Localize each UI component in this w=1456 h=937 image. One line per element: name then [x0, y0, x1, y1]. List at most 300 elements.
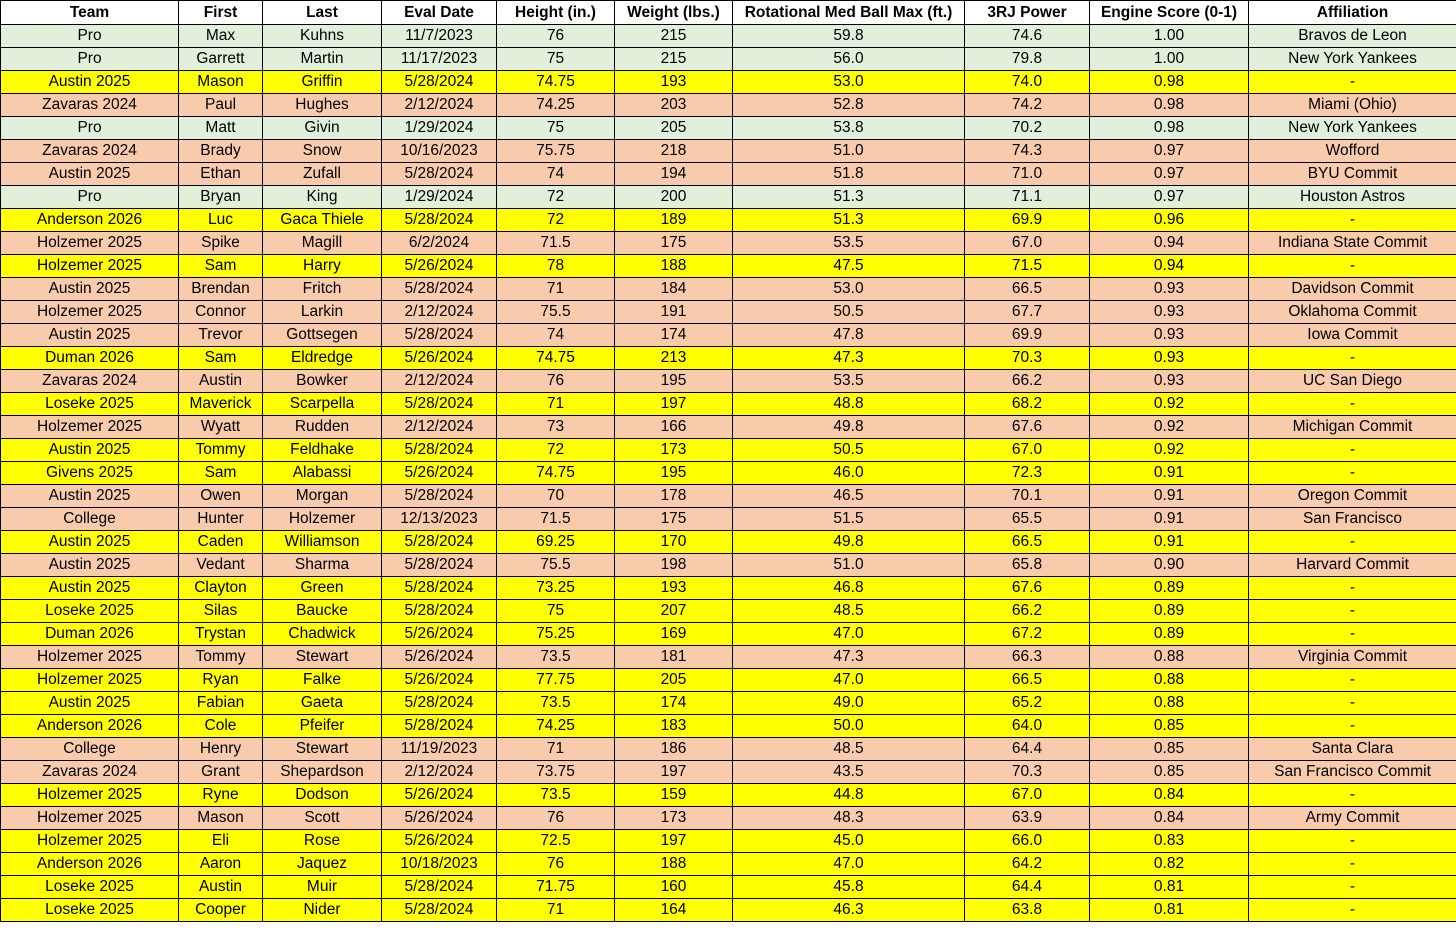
header-affiliation[interactable]: Affiliation: [1249, 1, 1456, 25]
cell-team[interactable]: Holzemer 2025: [1, 646, 179, 669]
cell-affiliation[interactable]: -: [1249, 209, 1456, 232]
cell-engine-score[interactable]: 0.84: [1090, 784, 1249, 807]
cell-affiliation[interactable]: New York Yankees: [1249, 117, 1456, 140]
cell-team[interactable]: Zavaras 2024: [1, 94, 179, 117]
cell-engine-score[interactable]: 0.81: [1090, 876, 1249, 899]
cell-engine-score[interactable]: 0.85: [1090, 715, 1249, 738]
cell-med-ball-max[interactable]: 47.8: [733, 324, 965, 347]
cell-team[interactable]: College: [1, 738, 179, 761]
cell-affiliation[interactable]: Oklahoma Commit: [1249, 301, 1456, 324]
cell-team[interactable]: Zavaras 2024: [1, 370, 179, 393]
cell-med-ball-max[interactable]: 45.0: [733, 830, 965, 853]
cell-engine-score[interactable]: 0.97: [1090, 186, 1249, 209]
cell-height[interactable]: 76: [497, 25, 615, 48]
cell-team[interactable]: Austin 2025: [1, 692, 179, 715]
cell-med-ball-max[interactable]: 51.3: [733, 186, 965, 209]
cell-height[interactable]: 71: [497, 899, 615, 922]
cell-height[interactable]: 76: [497, 807, 615, 830]
cell-weight[interactable]: 169: [615, 623, 733, 646]
cell-3rj-power[interactable]: 66.3: [965, 646, 1090, 669]
cell-med-ball-max[interactable]: 50.5: [733, 301, 965, 324]
cell-height[interactable]: 72.5: [497, 830, 615, 853]
cell-engine-score[interactable]: 0.96: [1090, 209, 1249, 232]
cell-last-name[interactable]: Chadwick: [263, 623, 382, 646]
cell-height[interactable]: 73: [497, 416, 615, 439]
cell-3rj-power[interactable]: 71.1: [965, 186, 1090, 209]
cell-engine-score[interactable]: 0.93: [1090, 301, 1249, 324]
cell-eval-date[interactable]: 5/28/2024: [382, 600, 497, 623]
cell-3rj-power[interactable]: 64.4: [965, 738, 1090, 761]
cell-affiliation[interactable]: BYU Commit: [1249, 163, 1456, 186]
cell-first-name[interactable]: Grant: [179, 761, 263, 784]
cell-3rj-power[interactable]: 63.8: [965, 899, 1090, 922]
cell-engine-score[interactable]: 0.98: [1090, 117, 1249, 140]
cell-med-ball-max[interactable]: 51.8: [733, 163, 965, 186]
cell-med-ball-max[interactable]: 52.8: [733, 94, 965, 117]
cell-3rj-power[interactable]: 70.1: [965, 485, 1090, 508]
cell-team[interactable]: Austin 2025: [1, 531, 179, 554]
cell-first-name[interactable]: Caden: [179, 531, 263, 554]
cell-eval-date[interactable]: 2/12/2024: [382, 761, 497, 784]
cell-first-name[interactable]: Matt: [179, 117, 263, 140]
cell-eval-date[interactable]: 5/26/2024: [382, 623, 497, 646]
cell-weight[interactable]: 188: [615, 255, 733, 278]
cell-engine-score[interactable]: 0.81: [1090, 899, 1249, 922]
cell-height[interactable]: 75.5: [497, 301, 615, 324]
cell-last-name[interactable]: Gottsegen: [263, 324, 382, 347]
cell-affiliation[interactable]: -: [1249, 393, 1456, 416]
cell-affiliation[interactable]: -: [1249, 853, 1456, 876]
cell-team[interactable]: Anderson 2026: [1, 209, 179, 232]
cell-eval-date[interactable]: 5/26/2024: [382, 830, 497, 853]
cell-first-name[interactable]: Max: [179, 25, 263, 48]
cell-engine-score[interactable]: 0.91: [1090, 485, 1249, 508]
cell-team[interactable]: Loseke 2025: [1, 899, 179, 922]
cell-first-name[interactable]: Sam: [179, 462, 263, 485]
cell-team[interactable]: Holzemer 2025: [1, 416, 179, 439]
cell-affiliation[interactable]: Miami (Ohio): [1249, 94, 1456, 117]
cell-med-ball-max[interactable]: 46.5: [733, 485, 965, 508]
cell-first-name[interactable]: Brady: [179, 140, 263, 163]
cell-weight[interactable]: 215: [615, 25, 733, 48]
cell-height[interactable]: 71.5: [497, 232, 615, 255]
cell-engine-score[interactable]: 0.94: [1090, 255, 1249, 278]
cell-weight[interactable]: 203: [615, 94, 733, 117]
cell-affiliation[interactable]: -: [1249, 899, 1456, 922]
cell-team[interactable]: Austin 2025: [1, 163, 179, 186]
cell-med-ball-max[interactable]: 48.3: [733, 807, 965, 830]
cell-height[interactable]: 72: [497, 209, 615, 232]
cell-first-name[interactable]: Brendan: [179, 278, 263, 301]
cell-affiliation[interactable]: -: [1249, 692, 1456, 715]
cell-affiliation[interactable]: Indiana State Commit: [1249, 232, 1456, 255]
cell-eval-date[interactable]: 5/28/2024: [382, 393, 497, 416]
cell-med-ball-max[interactable]: 47.0: [733, 853, 965, 876]
cell-eval-date[interactable]: 5/28/2024: [382, 324, 497, 347]
cell-first-name[interactable]: Wyatt: [179, 416, 263, 439]
cell-3rj-power[interactable]: 74.3: [965, 140, 1090, 163]
cell-eval-date[interactable]: 1/29/2024: [382, 117, 497, 140]
cell-last-name[interactable]: Zufall: [263, 163, 382, 186]
cell-team[interactable]: Holzemer 2025: [1, 830, 179, 853]
cell-weight[interactable]: 188: [615, 853, 733, 876]
cell-eval-date[interactable]: 5/28/2024: [382, 692, 497, 715]
cell-first-name[interactable]: Hunter: [179, 508, 263, 531]
cell-affiliation[interactable]: -: [1249, 830, 1456, 853]
cell-3rj-power[interactable]: 74.0: [965, 71, 1090, 94]
cell-height[interactable]: 73.5: [497, 646, 615, 669]
cell-weight[interactable]: 205: [615, 117, 733, 140]
cell-height[interactable]: 75.5: [497, 554, 615, 577]
cell-3rj-power[interactable]: 79.8: [965, 48, 1090, 71]
cell-height[interactable]: 71.75: [497, 876, 615, 899]
cell-weight[interactable]: 218: [615, 140, 733, 163]
cell-last-name[interactable]: Martin: [263, 48, 382, 71]
cell-weight[interactable]: 195: [615, 462, 733, 485]
cell-engine-score[interactable]: 0.94: [1090, 232, 1249, 255]
cell-med-ball-max[interactable]: 49.8: [733, 416, 965, 439]
cell-med-ball-max[interactable]: 48.5: [733, 738, 965, 761]
cell-first-name[interactable]: Tommy: [179, 439, 263, 462]
cell-weight[interactable]: 197: [615, 393, 733, 416]
cell-3rj-power[interactable]: 64.2: [965, 853, 1090, 876]
cell-first-name[interactable]: Cole: [179, 715, 263, 738]
cell-engine-score[interactable]: 0.93: [1090, 370, 1249, 393]
cell-eval-date[interactable]: 6/2/2024: [382, 232, 497, 255]
cell-engine-score[interactable]: 0.98: [1090, 71, 1249, 94]
cell-height[interactable]: 75: [497, 600, 615, 623]
cell-3rj-power[interactable]: 67.7: [965, 301, 1090, 324]
cell-height[interactable]: 74.25: [497, 715, 615, 738]
cell-first-name[interactable]: Ryne: [179, 784, 263, 807]
cell-first-name[interactable]: Ethan: [179, 163, 263, 186]
cell-weight[interactable]: 166: [615, 416, 733, 439]
cell-last-name[interactable]: Rose: [263, 830, 382, 853]
cell-height[interactable]: 69.25: [497, 531, 615, 554]
cell-last-name[interactable]: Shepardson: [263, 761, 382, 784]
cell-affiliation[interactable]: -: [1249, 255, 1456, 278]
cell-engine-score[interactable]: 0.93: [1090, 347, 1249, 370]
cell-eval-date[interactable]: 5/26/2024: [382, 807, 497, 830]
cell-first-name[interactable]: Bryan: [179, 186, 263, 209]
cell-last-name[interactable]: King: [263, 186, 382, 209]
cell-height[interactable]: 75: [497, 117, 615, 140]
cell-height[interactable]: 76: [497, 853, 615, 876]
cell-team[interactable]: Holzemer 2025: [1, 301, 179, 324]
cell-engine-score[interactable]: 0.89: [1090, 623, 1249, 646]
cell-weight[interactable]: 174: [615, 692, 733, 715]
cell-med-ball-max[interactable]: 49.0: [733, 692, 965, 715]
cell-med-ball-max[interactable]: 48.5: [733, 600, 965, 623]
cell-height[interactable]: 73.5: [497, 692, 615, 715]
cell-weight[interactable]: 194: [615, 163, 733, 186]
cell-first-name[interactable]: Eli: [179, 830, 263, 853]
cell-affiliation[interactable]: -: [1249, 577, 1456, 600]
cell-3rj-power[interactable]: 70.3: [965, 761, 1090, 784]
cell-eval-date[interactable]: 5/28/2024: [382, 439, 497, 462]
cell-med-ball-max[interactable]: 47.5: [733, 255, 965, 278]
cell-affiliation[interactable]: Houston Astros: [1249, 186, 1456, 209]
cell-first-name[interactable]: Trystan: [179, 623, 263, 646]
cell-engine-score[interactable]: 1.00: [1090, 25, 1249, 48]
cell-team[interactable]: Zavaras 2024: [1, 140, 179, 163]
cell-med-ball-max[interactable]: 44.8: [733, 784, 965, 807]
cell-engine-score[interactable]: 0.93: [1090, 324, 1249, 347]
cell-engine-score[interactable]: 0.92: [1090, 416, 1249, 439]
cell-weight[interactable]: 184: [615, 278, 733, 301]
cell-first-name[interactable]: Ryan: [179, 669, 263, 692]
cell-first-name[interactable]: Clayton: [179, 577, 263, 600]
cell-height[interactable]: 78: [497, 255, 615, 278]
cell-3rj-power[interactable]: 74.6: [965, 25, 1090, 48]
cell-3rj-power[interactable]: 65.8: [965, 554, 1090, 577]
cell-first-name[interactable]: Vedant: [179, 554, 263, 577]
cell-team[interactable]: Anderson 2026: [1, 715, 179, 738]
cell-med-ball-max[interactable]: 53.5: [733, 370, 965, 393]
cell-team[interactable]: Holzemer 2025: [1, 784, 179, 807]
cell-affiliation[interactable]: New York Yankees: [1249, 48, 1456, 71]
cell-med-ball-max[interactable]: 53.8: [733, 117, 965, 140]
cell-3rj-power[interactable]: 71.5: [965, 255, 1090, 278]
cell-height[interactable]: 71: [497, 393, 615, 416]
cell-med-ball-max[interactable]: 48.8: [733, 393, 965, 416]
cell-affiliation[interactable]: Wofford: [1249, 140, 1456, 163]
cell-last-name[interactable]: Dodson: [263, 784, 382, 807]
cell-team[interactable]: Austin 2025: [1, 71, 179, 94]
cell-eval-date[interactable]: 12/13/2023: [382, 508, 497, 531]
cell-eval-date[interactable]: 5/26/2024: [382, 255, 497, 278]
cell-weight[interactable]: 173: [615, 439, 733, 462]
cell-affiliation[interactable]: Bravos de Leon: [1249, 25, 1456, 48]
cell-last-name[interactable]: Morgan: [263, 485, 382, 508]
cell-3rj-power[interactable]: 65.2: [965, 692, 1090, 715]
cell-med-ball-max[interactable]: 51.0: [733, 140, 965, 163]
cell-last-name[interactable]: Pfeifer: [263, 715, 382, 738]
cell-height[interactable]: 74: [497, 163, 615, 186]
cell-3rj-power[interactable]: 70.3: [965, 347, 1090, 370]
cell-team[interactable]: Duman 2026: [1, 347, 179, 370]
cell-weight[interactable]: 170: [615, 531, 733, 554]
cell-height[interactable]: 73.75: [497, 761, 615, 784]
cell-3rj-power[interactable]: 64.0: [965, 715, 1090, 738]
cell-team[interactable]: Austin 2025: [1, 439, 179, 462]
cell-weight[interactable]: 193: [615, 577, 733, 600]
cell-3rj-power[interactable]: 66.5: [965, 531, 1090, 554]
cell-weight[interactable]: 178: [615, 485, 733, 508]
cell-first-name[interactable]: Owen: [179, 485, 263, 508]
cell-team[interactable]: Austin 2025: [1, 485, 179, 508]
cell-3rj-power[interactable]: 67.6: [965, 416, 1090, 439]
cell-med-ball-max[interactable]: 45.8: [733, 876, 965, 899]
cell-first-name[interactable]: Luc: [179, 209, 263, 232]
cell-med-ball-max[interactable]: 47.0: [733, 623, 965, 646]
cell-weight[interactable]: 164: [615, 899, 733, 922]
cell-height[interactable]: 73.25: [497, 577, 615, 600]
cell-engine-score[interactable]: 0.91: [1090, 531, 1249, 554]
cell-affiliation[interactable]: Virginia Commit: [1249, 646, 1456, 669]
cell-3rj-power[interactable]: 69.9: [965, 209, 1090, 232]
cell-eval-date[interactable]: 2/12/2024: [382, 416, 497, 439]
cell-weight[interactable]: 160: [615, 876, 733, 899]
cell-last-name[interactable]: Scott: [263, 807, 382, 830]
cell-height[interactable]: 74.75: [497, 71, 615, 94]
cell-height[interactable]: 75: [497, 48, 615, 71]
cell-med-ball-max[interactable]: 43.5: [733, 761, 965, 784]
cell-3rj-power[interactable]: 66.5: [965, 278, 1090, 301]
cell-weight[interactable]: 181: [615, 646, 733, 669]
cell-last-name[interactable]: Larkin: [263, 301, 382, 324]
cell-last-name[interactable]: Nider: [263, 899, 382, 922]
cell-eval-date[interactable]: 5/28/2024: [382, 899, 497, 922]
cell-team[interactable]: Pro: [1, 117, 179, 140]
cell-weight[interactable]: 173: [615, 807, 733, 830]
cell-team[interactable]: Austin 2025: [1, 278, 179, 301]
cell-team[interactable]: Loseke 2025: [1, 600, 179, 623]
cell-first-name[interactable]: Aaron: [179, 853, 263, 876]
cell-team[interactable]: Zavaras 2024: [1, 761, 179, 784]
cell-weight[interactable]: 189: [615, 209, 733, 232]
cell-last-name[interactable]: Griffin: [263, 71, 382, 94]
cell-weight[interactable]: 191: [615, 301, 733, 324]
cell-last-name[interactable]: Kuhns: [263, 25, 382, 48]
cell-engine-score[interactable]: 0.97: [1090, 163, 1249, 186]
cell-last-name[interactable]: Harry: [263, 255, 382, 278]
cell-eval-date[interactable]: 2/12/2024: [382, 94, 497, 117]
cell-eval-date[interactable]: 2/12/2024: [382, 370, 497, 393]
cell-engine-score[interactable]: 0.92: [1090, 393, 1249, 416]
cell-height[interactable]: 74.75: [497, 347, 615, 370]
cell-eval-date[interactable]: 11/19/2023: [382, 738, 497, 761]
cell-engine-score[interactable]: 0.85: [1090, 738, 1249, 761]
cell-3rj-power[interactable]: 67.6: [965, 577, 1090, 600]
cell-team[interactable]: Austin 2025: [1, 324, 179, 347]
cell-weight[interactable]: 186: [615, 738, 733, 761]
cell-last-name[interactable]: Gaeta: [263, 692, 382, 715]
cell-weight[interactable]: 195: [615, 370, 733, 393]
cell-height[interactable]: 74.75: [497, 462, 615, 485]
cell-team[interactable]: Holzemer 2025: [1, 232, 179, 255]
cell-team[interactable]: Holzemer 2025: [1, 807, 179, 830]
cell-3rj-power[interactable]: 67.0: [965, 784, 1090, 807]
cell-weight[interactable]: 174: [615, 324, 733, 347]
cell-affiliation[interactable]: -: [1249, 876, 1456, 899]
cell-engine-score[interactable]: 0.92: [1090, 439, 1249, 462]
cell-weight[interactable]: 175: [615, 232, 733, 255]
cell-affiliation[interactable]: -: [1249, 347, 1456, 370]
cell-3rj-power[interactable]: 64.4: [965, 876, 1090, 899]
cell-last-name[interactable]: Baucke: [263, 600, 382, 623]
cell-med-ball-max[interactable]: 50.5: [733, 439, 965, 462]
cell-first-name[interactable]: Connor: [179, 301, 263, 324]
cell-affiliation[interactable]: Iowa Commit: [1249, 324, 1456, 347]
cell-affiliation[interactable]: -: [1249, 669, 1456, 692]
cell-med-ball-max[interactable]: 47.3: [733, 646, 965, 669]
cell-eval-date[interactable]: 5/26/2024: [382, 646, 497, 669]
cell-last-name[interactable]: Jaquez: [263, 853, 382, 876]
cell-height[interactable]: 71: [497, 738, 615, 761]
cell-3rj-power[interactable]: 67.0: [965, 439, 1090, 462]
cell-eval-date[interactable]: 11/7/2023: [382, 25, 497, 48]
cell-3rj-power[interactable]: 69.9: [965, 324, 1090, 347]
cell-engine-score[interactable]: 0.91: [1090, 462, 1249, 485]
cell-eval-date[interactable]: 5/28/2024: [382, 531, 497, 554]
cell-3rj-power[interactable]: 66.0: [965, 830, 1090, 853]
header-team[interactable]: Team: [1, 1, 179, 25]
cell-engine-score[interactable]: 0.82: [1090, 853, 1249, 876]
cell-med-ball-max[interactable]: 46.8: [733, 577, 965, 600]
cell-last-name[interactable]: Stewart: [263, 738, 382, 761]
cell-first-name[interactable]: Trevor: [179, 324, 263, 347]
cell-last-name[interactable]: Falke: [263, 669, 382, 692]
cell-team[interactable]: Anderson 2026: [1, 853, 179, 876]
cell-height[interactable]: 74: [497, 324, 615, 347]
cell-engine-score[interactable]: 0.88: [1090, 692, 1249, 715]
cell-engine-score[interactable]: 0.91: [1090, 508, 1249, 531]
header-3rj-power[interactable]: 3RJ Power: [965, 1, 1090, 25]
cell-team[interactable]: Loseke 2025: [1, 393, 179, 416]
cell-engine-score[interactable]: 0.84: [1090, 807, 1249, 830]
cell-first-name[interactable]: Tommy: [179, 646, 263, 669]
cell-eval-date[interactable]: 5/26/2024: [382, 669, 497, 692]
cell-height[interactable]: 75.25: [497, 623, 615, 646]
cell-3rj-power[interactable]: 66.2: [965, 370, 1090, 393]
cell-eval-date[interactable]: 5/26/2024: [382, 784, 497, 807]
cell-med-ball-max[interactable]: 53.0: [733, 71, 965, 94]
cell-med-ball-max[interactable]: 56.0: [733, 48, 965, 71]
cell-affiliation[interactable]: -: [1249, 462, 1456, 485]
cell-engine-score[interactable]: 0.83: [1090, 830, 1249, 853]
cell-med-ball-max[interactable]: 51.3: [733, 209, 965, 232]
cell-med-ball-max[interactable]: 46.3: [733, 899, 965, 922]
cell-affiliation[interactable]: Davidson Commit: [1249, 278, 1456, 301]
cell-affiliation[interactable]: San Francisco Commit: [1249, 761, 1456, 784]
cell-3rj-power[interactable]: 68.2: [965, 393, 1090, 416]
cell-med-ball-max[interactable]: 51.0: [733, 554, 965, 577]
cell-height[interactable]: 71.5: [497, 508, 615, 531]
cell-team[interactable]: Givens 2025: [1, 462, 179, 485]
cell-affiliation[interactable]: Army Commit: [1249, 807, 1456, 830]
cell-3rj-power[interactable]: 72.3: [965, 462, 1090, 485]
cell-eval-date[interactable]: 11/17/2023: [382, 48, 497, 71]
cell-eval-date[interactable]: 1/29/2024: [382, 186, 497, 209]
cell-team[interactable]: Austin 2025: [1, 554, 179, 577]
cell-engine-score[interactable]: 0.88: [1090, 646, 1249, 669]
cell-height[interactable]: 71: [497, 278, 615, 301]
cell-last-name[interactable]: Fritch: [263, 278, 382, 301]
cell-affiliation[interactable]: -: [1249, 600, 1456, 623]
cell-team[interactable]: College: [1, 508, 179, 531]
cell-3rj-power[interactable]: 66.2: [965, 600, 1090, 623]
cell-affiliation[interactable]: UC San Diego: [1249, 370, 1456, 393]
cell-last-name[interactable]: Bowker: [263, 370, 382, 393]
cell-3rj-power[interactable]: 71.0: [965, 163, 1090, 186]
cell-weight[interactable]: 207: [615, 600, 733, 623]
cell-last-name[interactable]: Alabassi: [263, 462, 382, 485]
cell-last-name[interactable]: Muir: [263, 876, 382, 899]
cell-affiliation[interactable]: -: [1249, 784, 1456, 807]
cell-last-name[interactable]: Sharma: [263, 554, 382, 577]
cell-first-name[interactable]: Cooper: [179, 899, 263, 922]
header-first[interactable]: First: [179, 1, 263, 25]
cell-last-name[interactable]: Feldhake: [263, 439, 382, 462]
cell-eval-date[interactable]: 5/28/2024: [382, 163, 497, 186]
cell-eval-date[interactable]: 5/28/2024: [382, 577, 497, 600]
cell-last-name[interactable]: Hughes: [263, 94, 382, 117]
cell-affiliation[interactable]: -: [1249, 71, 1456, 94]
cell-first-name[interactable]: Silas: [179, 600, 263, 623]
cell-eval-date[interactable]: 2/12/2024: [382, 301, 497, 324]
cell-weight[interactable]: 183: [615, 715, 733, 738]
